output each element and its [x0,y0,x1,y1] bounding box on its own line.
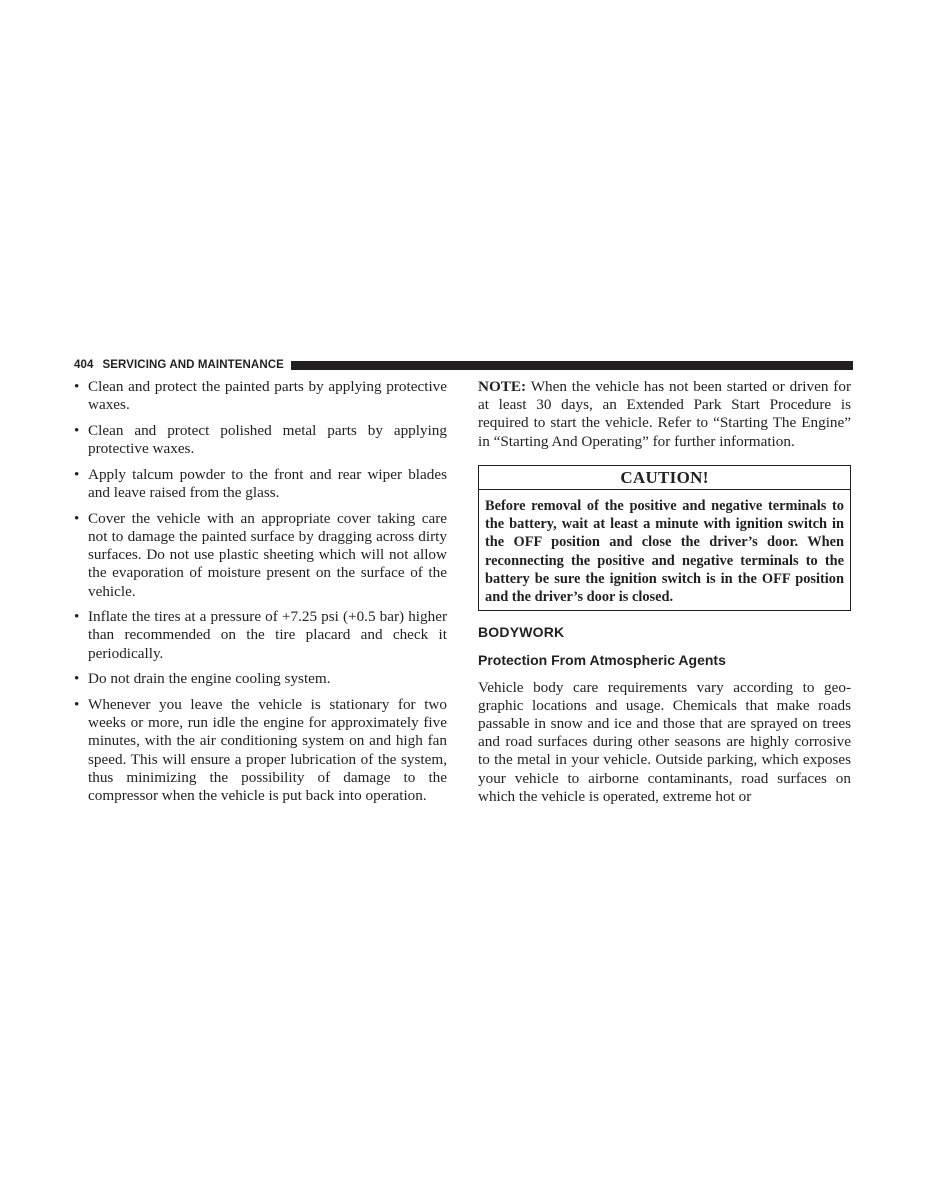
header-rule [291,361,853,370]
bullet-icon: • [74,670,80,688]
list-item [74,466,447,502]
bullet-icon: • [74,696,80,714]
list-item [74,670,447,688]
list-item-text: Clean and protect the painted parts by applying protective waxes. [88,378,447,414]
list-item-text: Whenever you leave the vehicle is stationary for two weeks or more, run idle the engine for approximately five minutes, with the air conditioning system on and high fan speed. This will ensure a proper lubrication of the system, thus minimizing the possibility of damage to the compressor when the vehicle is put back into operation. [88,696,447,805]
list-item-text: Do not drain the engine cooling system. [88,670,331,688]
storage-bullet-list [74,378,447,805]
caution-box [478,465,851,611]
list-item [74,378,447,414]
bullet-icon: • [74,465,80,483]
page-number: 404 [74,359,94,371]
list-item-text: Cover the vehicle with an appropriate cover taking care not to damage the painted surface by dragging across dirty surfaces. Do not use plastic sheeting which will not allow the evaporation of moisture present on the surface of the vehicle. [88,509,447,600]
caution-text: Before removal of the positive and negative terminals to the battery, wait at least a minute with ignition switch in the OFF position and close the driver’s door. When reconnecting the positive and negative terminals to the battery be sure the ignition switch is in the OFF position and the driver’s door is closed. [485,498,844,606]
list-item-text: Inflate the tires at a pressure of +7.25 psi (+0.5 bar) higher than recommended on the tire placard and check it periodically. [88,608,447,662]
caution-title: CAUTION! [479,466,850,490]
section-heading: BODYWORK [478,624,565,641]
left-column [74,378,447,813]
list-item-text: Clean and protect polished metal parts by applying protective waxes. [88,421,447,458]
note-text: When the vehicle has not been started or driven for at least 30 days, an Extended Park Start Procedure is required to start the vehicle. Refer to “Starting The Engine” in “Starting And Operating” for further information. [478,378,851,450]
bullet-icon: • [74,378,80,395]
list-item [74,510,447,601]
bullet-icon: • [74,608,80,626]
note-paragraph [478,378,851,451]
list-item-text: Apply talcum powder to the front and rear wiper blades and leave raised from the glass. [88,465,447,502]
bullet-icon: • [74,421,80,439]
list-item [74,422,447,458]
section-title: SERVICING AND MAINTENANCE [102,359,284,371]
body-paragraph: Vehicle body care requirements vary according to geographic locations and usage. Chemicals that make roads passable in snow and ice and those that are sprayed on trees and road surfaces during other seasons are highly corrosive to the metal in your vehicle. Outside parking, which exposes your vehicle to airborne contaminants, road surfaces on which the vehicle is operated, extreme hot or [478,678,851,805]
list-item [74,696,447,805]
page-header [74,357,853,373]
note-label: NOTE: [478,378,527,395]
right-column [478,378,851,806]
sub-heading: Protection From Atmospheric Agents [478,652,726,669]
list-item [74,608,447,663]
bullet-icon: • [74,509,80,527]
